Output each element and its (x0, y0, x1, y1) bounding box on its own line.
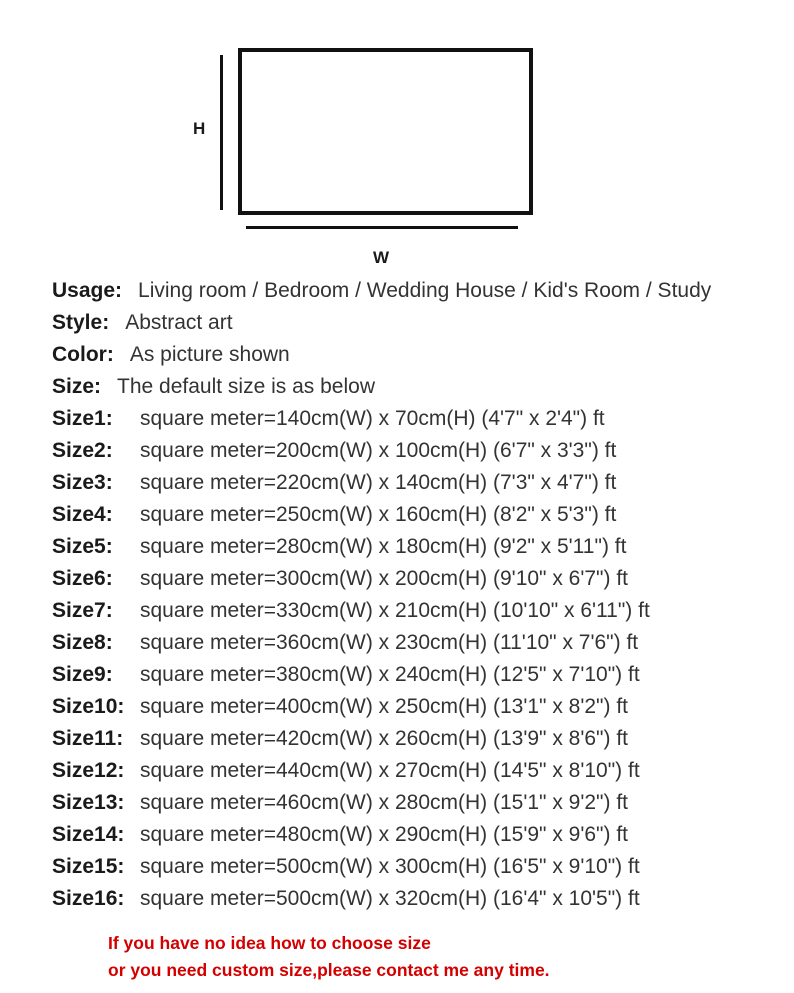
size-option-value: square meter=200cm(W) x 100cm(H) (6'7" x 3'3") ft (140, 439, 617, 462)
width-indicator-line (246, 226, 518, 229)
size-option-value: square meter=220cm(W) x 140cm(H) (7'3" x 4'7") ft (140, 471, 617, 494)
size-option-value: square meter=400cm(W) x 250cm(H) (13'1" x 8'2") ft (140, 695, 628, 718)
dimension-diagram (0, 0, 794, 275)
size-option-value: square meter=420cm(W) x 260cm(H) (13'9" x 8'6") ft (140, 727, 628, 750)
size-option-key: Size3: (52, 471, 113, 494)
size-option-value: square meter=330cm(W) x 210cm(H) (10'10" x 6'11") ft (140, 599, 650, 622)
width-label: W (373, 248, 390, 267)
size-option-key: Size11: (52, 727, 124, 750)
size-option-row (52, 439, 782, 471)
usage-key: Usage: (52, 279, 123, 302)
size-option-row (52, 887, 782, 919)
custom-size-notice (108, 930, 550, 984)
size-option-key: Size6: (52, 567, 113, 590)
color-row (52, 343, 782, 375)
size-option-value: square meter=360cm(W) x 230cm(H) (11'10" x 7'6") ft (140, 631, 639, 654)
style-row (52, 311, 782, 343)
size-option-row (52, 599, 782, 631)
size-option-key: Size16: (52, 887, 125, 910)
size-option-key: Size13: (52, 791, 125, 814)
size-option-row (52, 567, 782, 599)
size-key: Size: (52, 375, 102, 398)
size-option-key: Size9: (52, 663, 113, 686)
size-option-value: square meter=380cm(W) x 240cm(H) (12'5" x 7'10") ft (140, 663, 640, 686)
size-option-key: Size4: (52, 503, 113, 526)
artwork-frame-outline (238, 48, 533, 215)
size-option-key: Size7: (52, 599, 113, 622)
size-value: The default size is as below (117, 375, 375, 398)
style-value: Abstract art (125, 311, 233, 334)
size-option-value: square meter=480cm(W) x 290cm(H) (15'9" x 9'6") ft (140, 823, 628, 846)
size-option-key: Size2: (52, 439, 113, 462)
size-option-row (52, 471, 782, 503)
size-row (52, 375, 782, 407)
size-option-key: Size8: (52, 631, 113, 654)
size-option-row (52, 695, 782, 727)
style-key: Style: (52, 311, 110, 334)
size-option-row (52, 503, 782, 535)
size-option-value: square meter=280cm(W) x 180cm(H) (9'2" x 5'11") ft (140, 535, 627, 558)
size-option-row (52, 727, 782, 759)
size-option-value: square meter=500cm(W) x 320cm(H) (16'4" x 10'5") ft (140, 887, 640, 910)
size-option-row (52, 791, 782, 823)
size-option-row (52, 855, 782, 887)
size-option-value: square meter=300cm(W) x 200cm(H) (9'10" x 6'7") ft (140, 567, 628, 590)
size-option-key: Size14: (52, 823, 125, 846)
size-option-value: square meter=500cm(W) x 300cm(H) (16'5" x 9'10") ft (140, 855, 640, 878)
notice-line-2: or you need custom size,please contact me any time. (108, 960, 550, 980)
color-key: Color: (52, 343, 114, 366)
size-option-value: square meter=250cm(W) x 160cm(H) (8'2" x 5'3") ft (140, 503, 617, 526)
usage-value: Living room / Bedroom / Wedding House / Kid's Room / Study (138, 279, 712, 302)
size-option-row (52, 535, 782, 567)
height-indicator-line (220, 55, 223, 210)
color-value: As picture shown (129, 343, 290, 366)
product-specifications (52, 279, 782, 919)
size-option-key: Size15: (52, 855, 125, 878)
usage-row (52, 279, 782, 311)
size-option-row (52, 759, 782, 791)
size-option-value: square meter=460cm(W) x 280cm(H) (15'1" x 9'2") ft (140, 791, 628, 814)
size-option-value: square meter=140cm(W) x 70cm(H) (4'7" x 2'4") ft (140, 407, 605, 430)
size-option-row (52, 631, 782, 663)
size-option-row (52, 823, 782, 855)
size-option-key: Size12: (52, 759, 125, 782)
size-option-row (52, 663, 782, 695)
notice-line-1: If you have no idea how to choose size (108, 933, 431, 953)
size-option-key: Size5: (52, 535, 113, 558)
size-option-key: Size10: (52, 695, 125, 718)
height-label: H (193, 119, 206, 138)
size-option-key: Size1: (52, 407, 113, 430)
size-option-value: square meter=440cm(W) x 270cm(H) (14'5" x 8'10") ft (140, 759, 640, 782)
size-option-row (52, 407, 782, 439)
